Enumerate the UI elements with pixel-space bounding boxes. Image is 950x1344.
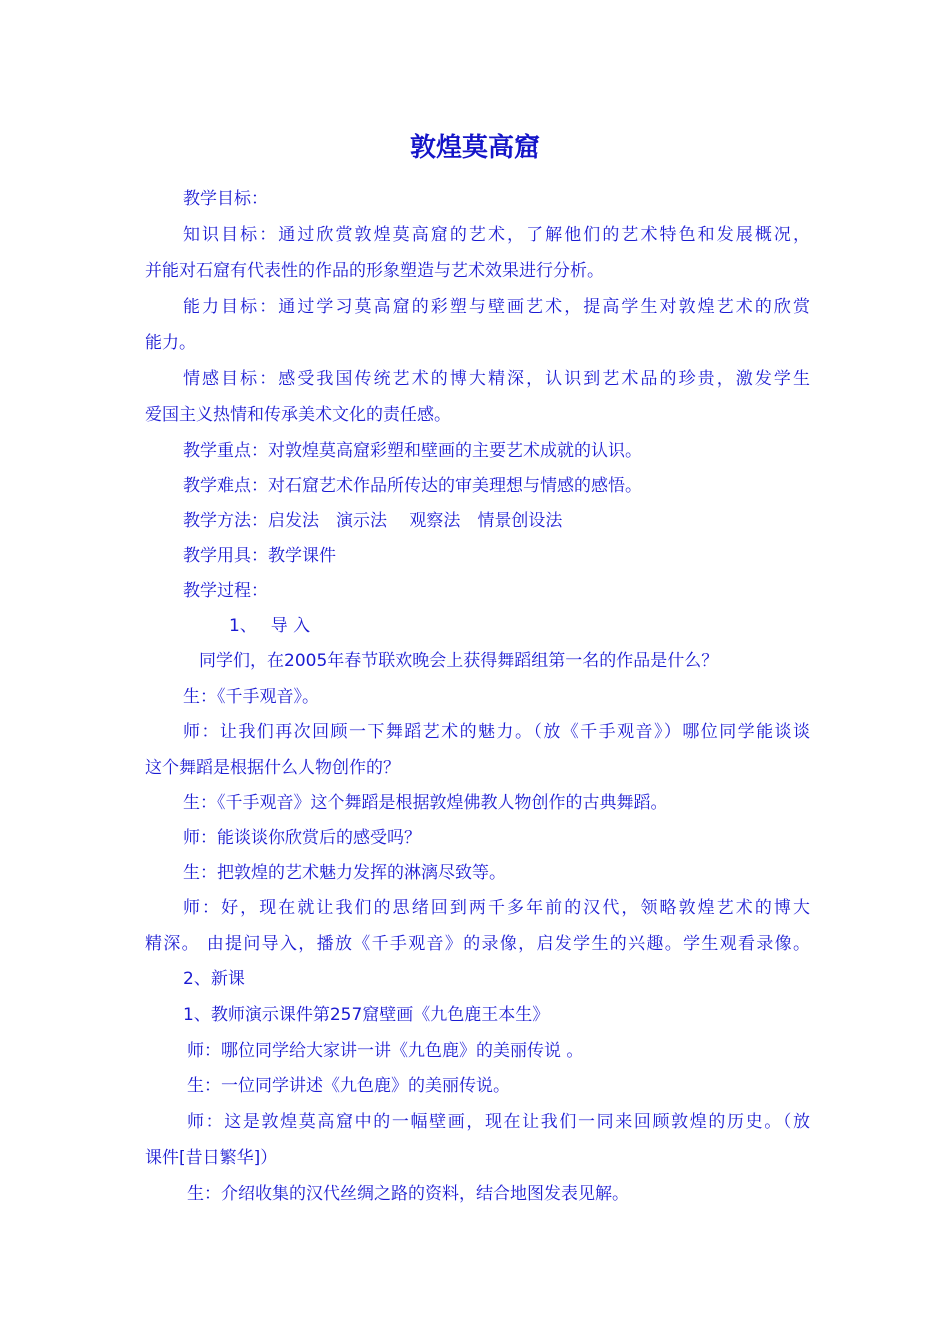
text-line: 师：哪位同学给大家讲一讲《九色鹿》的美丽传说 。 <box>187 1041 584 1061</box>
text-line: 情感目标：感受我国传统艺术的博大精深，认识到艺术品的珍贵，激发学生 <box>183 369 810 389</box>
text-line: 生：《千手观音》这个舞蹈是根据敦煌佛教人物创作的古典舞蹈。 <box>183 793 668 813</box>
text-line: 1、 导 入 <box>229 616 311 636</box>
text-line: 教学难点：对石窟艺术作品所传达的审美理想与情感的感悟。 <box>183 476 642 496</box>
text-line: 生：一位同学讲述《九色鹿》的美丽传说。 <box>187 1076 510 1096</box>
text-line: 知识目标：通过欣赏敦煌莫高窟的艺术，了解他们的艺术特色和发展概况， <box>183 225 810 245</box>
text-line: 教学方法：启发法 演示法 观察法 情景创设法 <box>183 511 563 531</box>
document-title: 敦煌莫高窟 <box>409 133 540 163</box>
text-line: 1、教师演示课件第257窟壁画《九色鹿王本生》 <box>183 1005 550 1025</box>
text-line: 2、新课 <box>183 969 245 989</box>
text-line: 教学用具：教学课件 <box>183 546 336 566</box>
text-line: 能力目标：通过学习莫高窟的彩塑与壁画艺术，提高学生对敦煌艺术的欣赏 <box>183 297 810 317</box>
text-line: 这个舞蹈是根据什么人物创作的？ <box>145 758 400 778</box>
text-line: 生：把敦煌的艺术魅力发挥的淋漓尽致等。 <box>183 863 506 883</box>
text-line: 师：让我们再次回顾一下舞蹈艺术的魅力。（放《千手观音》）哪位同学能谈谈 <box>183 722 810 742</box>
text-line: 教学重点：对敦煌莫高窟彩塑和壁画的主要艺术成就的认识。 <box>183 441 642 461</box>
text-line: 能力。 <box>145 333 196 353</box>
text-line: 师：能谈谈你欣赏后的感受吗？ <box>183 828 421 848</box>
text-line: 师：这是敦煌莫高窟中的一幅壁画，现在让我们一同来回顾敦煌的历史。（放 <box>187 1112 810 1132</box>
text-line: 教学目标： <box>183 189 268 209</box>
text-line: 师：好，现在就让我们的思绪回到两千多年前的汉代，领略敦煌艺术的博大 <box>183 898 810 918</box>
text-line: 教学过程： <box>183 581 268 601</box>
text-line: 精深。 由提问导入，播放《千手观音》的录像，启发学生的兴趣。学生观看录像。 <box>145 934 810 954</box>
text-line: 生：介绍收集的汉代丝绸之路的资料，结合地图发表见解。 <box>187 1184 629 1204</box>
text-line: 课件[昔日繁华]） <box>145 1148 278 1168</box>
text-line: 同学们，在2005年春节联欢晚会上获得舞蹈组第一名的作品是什么？ <box>199 651 719 671</box>
text-line: 并能对石窟有代表性的作品的形象塑造与艺术效果进行分析。 <box>145 261 604 281</box>
text-line: 生：《千手观音》。 <box>183 687 319 707</box>
text-line: 爱国主义热情和传承美术文化的责任感。 <box>145 405 451 425</box>
